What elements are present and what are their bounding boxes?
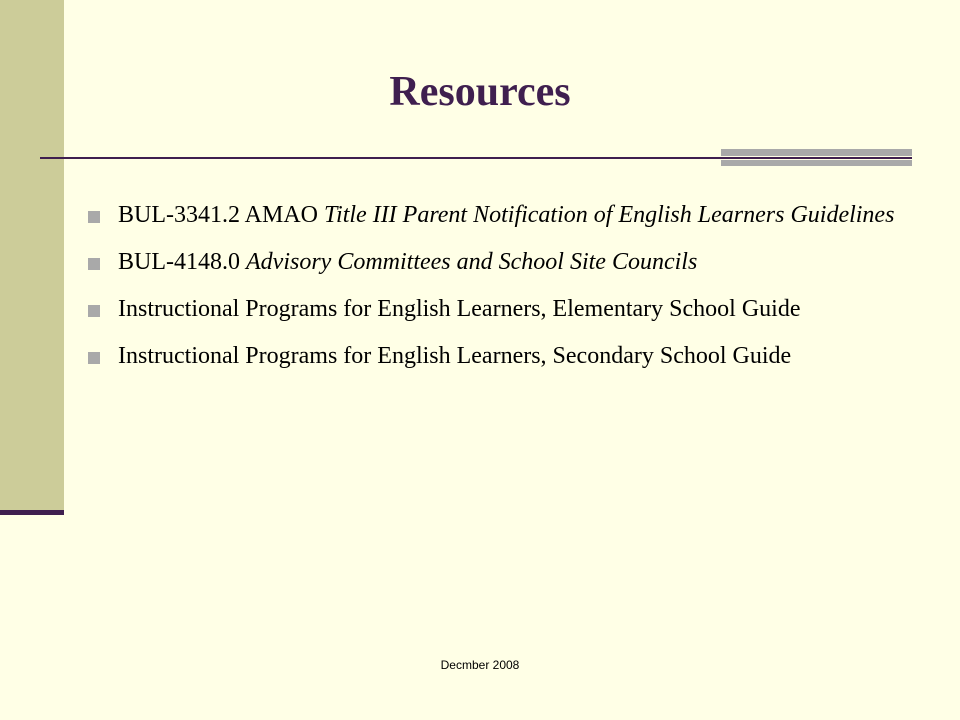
slide-title: Resources: [389, 69, 571, 115]
list-item: [88, 338, 908, 375]
title-divider-line: [40, 157, 912, 159]
title-divider-accent-top: [721, 149, 912, 156]
slide-footer: Decmber 2008: [440, 658, 520, 672]
resource-list: [88, 197, 908, 385]
bullet-text: Instructional Programs for English Learners, Secondary School Guide: [118, 343, 792, 369]
list-item: [88, 197, 908, 234]
bullet-text: Instructional Programs for English Learners, Elementary School Guide: [118, 296, 801, 322]
square-bullet-icon: [88, 258, 100, 270]
bullet-italic-text: Title III Parent Notification of English Learners Guidelines: [324, 202, 895, 228]
bullet-text: BUL-3341.2 AMAO: [118, 202, 325, 228]
square-bullet-icon: [88, 305, 100, 317]
title-divider-accent-bottom: [721, 160, 912, 166]
bullet-text: BUL-4148.0: [118, 249, 246, 275]
left-band-underline: [0, 510, 64, 515]
bullet-italic-text: Advisory Committees and School Site Councils: [246, 249, 698, 275]
list-item: [88, 291, 908, 328]
list-item: [88, 244, 908, 281]
square-bullet-icon: [88, 352, 100, 364]
square-bullet-icon: [88, 211, 100, 223]
